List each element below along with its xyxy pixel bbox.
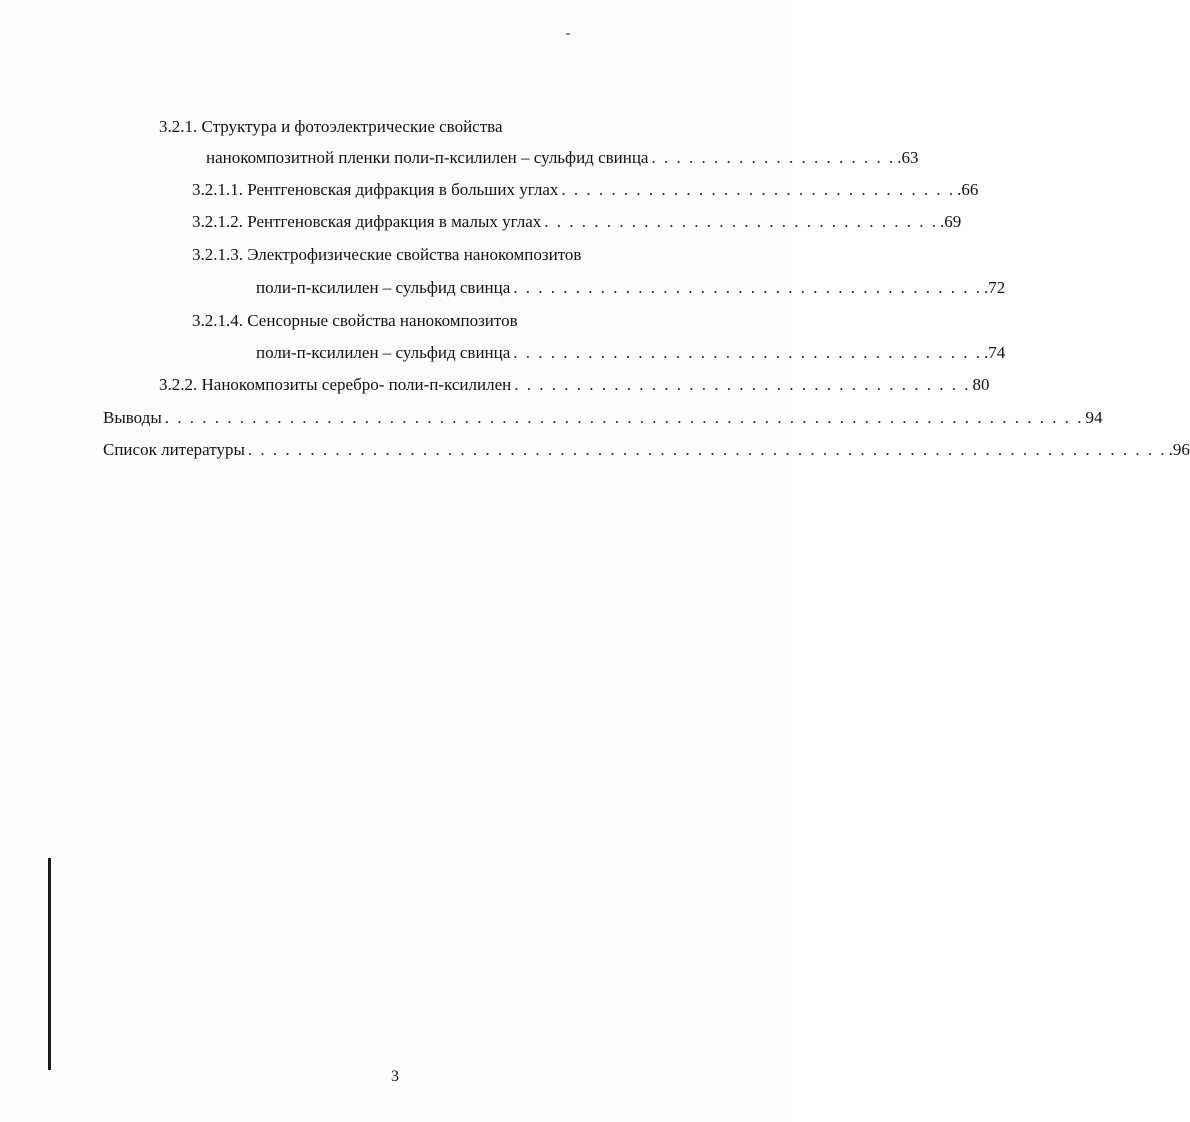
toc-entry-page: 80: [972, 375, 990, 394]
dot-leader: . . . . . . . . . . . . . . . . . . . . . . . . . . . . . . . . . . . . .: [514, 375, 971, 394]
toc-entry: [256, 278, 1006, 298]
toc-entry: [192, 212, 962, 232]
toc-entry: [206, 148, 919, 168]
toc-entry-number: 3.2.1.3.: [192, 245, 243, 264]
scan-edge-bar: [48, 858, 51, 1070]
scan-speck: [566, 33, 570, 35]
toc-entry-title: поли-п-ксилилен – сульфид свинца: [256, 278, 511, 297]
toc-entry: [192, 180, 979, 200]
toc-entry-title: нанокомпозитной пленки поли-п-ксилилен – сульфид свинца: [206, 148, 649, 167]
toc-entry-page: .63: [897, 148, 919, 167]
toc-entry: [103, 440, 1190, 460]
toc-entry: [256, 343, 1006, 363]
toc-entry-number: 3.2.2.: [159, 375, 198, 394]
page-number: 3: [391, 1068, 399, 1085]
toc-entry: [159, 375, 990, 395]
toc-entry-number: 3.2.1.: [159, 117, 198, 136]
toc-entry-number: 3.2.1.1.: [192, 180, 243, 199]
toc-entry-title: Структура и фотоэлектрические свойства: [201, 117, 503, 136]
toc-entry-title: Выводы: [103, 408, 162, 427]
toc-entry-number: 3.2.1.2.: [192, 212, 243, 231]
toc-entry-page: .72: [984, 278, 1006, 297]
dot-leader: . . . . . . . . . . . . . . . . . . . . . . . . . . . . . . . . . . . . . . . . . . . . . . . . . . . . . . . . . . . . . . . . . . . . . . . . . .: [164, 408, 1084, 427]
toc-entry-title: поли-п-ксилилен – сульфид свинца: [256, 343, 511, 362]
dot-leader: . . . . . . . . . . . . . . . . . . . . . . . . . . . . . . . .: [561, 180, 956, 199]
dot-leader: . . . . . . . . . . . . . . . . . . . . . . . . . . . . . . . . . . . . . .: [513, 278, 983, 297]
toc-entry: [103, 408, 1103, 428]
toc-entry-title: Сенсорные свойства нанокомпозитов: [247, 311, 518, 330]
dot-leader: . . . . . . . . . . . . . . . . . . . . . . . . . . . . . . . . . . . . . .: [513, 343, 983, 362]
dot-leader: . . . . . . . . . . . . . . . . . . . . . . . . . . . . . . . . . . . . . . . . . . . . . . . . . . . . . . . . . . . . . . . . . . . . . . . . . .: [247, 440, 1167, 459]
toc-entry: [159, 117, 503, 137]
toc-entry-page: .69: [940, 212, 962, 231]
toc-entry-title: Список литературы: [103, 440, 245, 459]
toc-entry-page: .66: [957, 180, 979, 199]
toc-entry-page: 94: [1085, 408, 1103, 427]
toc-entry-page: .74: [984, 343, 1006, 362]
toc-entry-title: Электрофизические свойства нанокомпозитов: [247, 245, 582, 264]
toc-entry-page: .96: [1168, 440, 1190, 459]
toc-entry: [192, 245, 581, 265]
toc-entry-title: Нанокомпозиты серебро- поли-п-ксилилен: [201, 375, 512, 394]
toc-entry: [192, 311, 518, 331]
toc-entry-title: Рентгеновская дифракция в малых углах: [247, 212, 542, 231]
toc-entry-number: 3.2.1.4.: [192, 311, 243, 330]
dot-leader: . . . . . . . . . . . . . . . . . . . .: [651, 148, 896, 167]
toc-entry-title: Рентгеновская дифракция в больших углах: [247, 180, 559, 199]
dot-leader: . . . . . . . . . . . . . . . . . . . . . . . . . . . . . . . .: [544, 212, 939, 231]
